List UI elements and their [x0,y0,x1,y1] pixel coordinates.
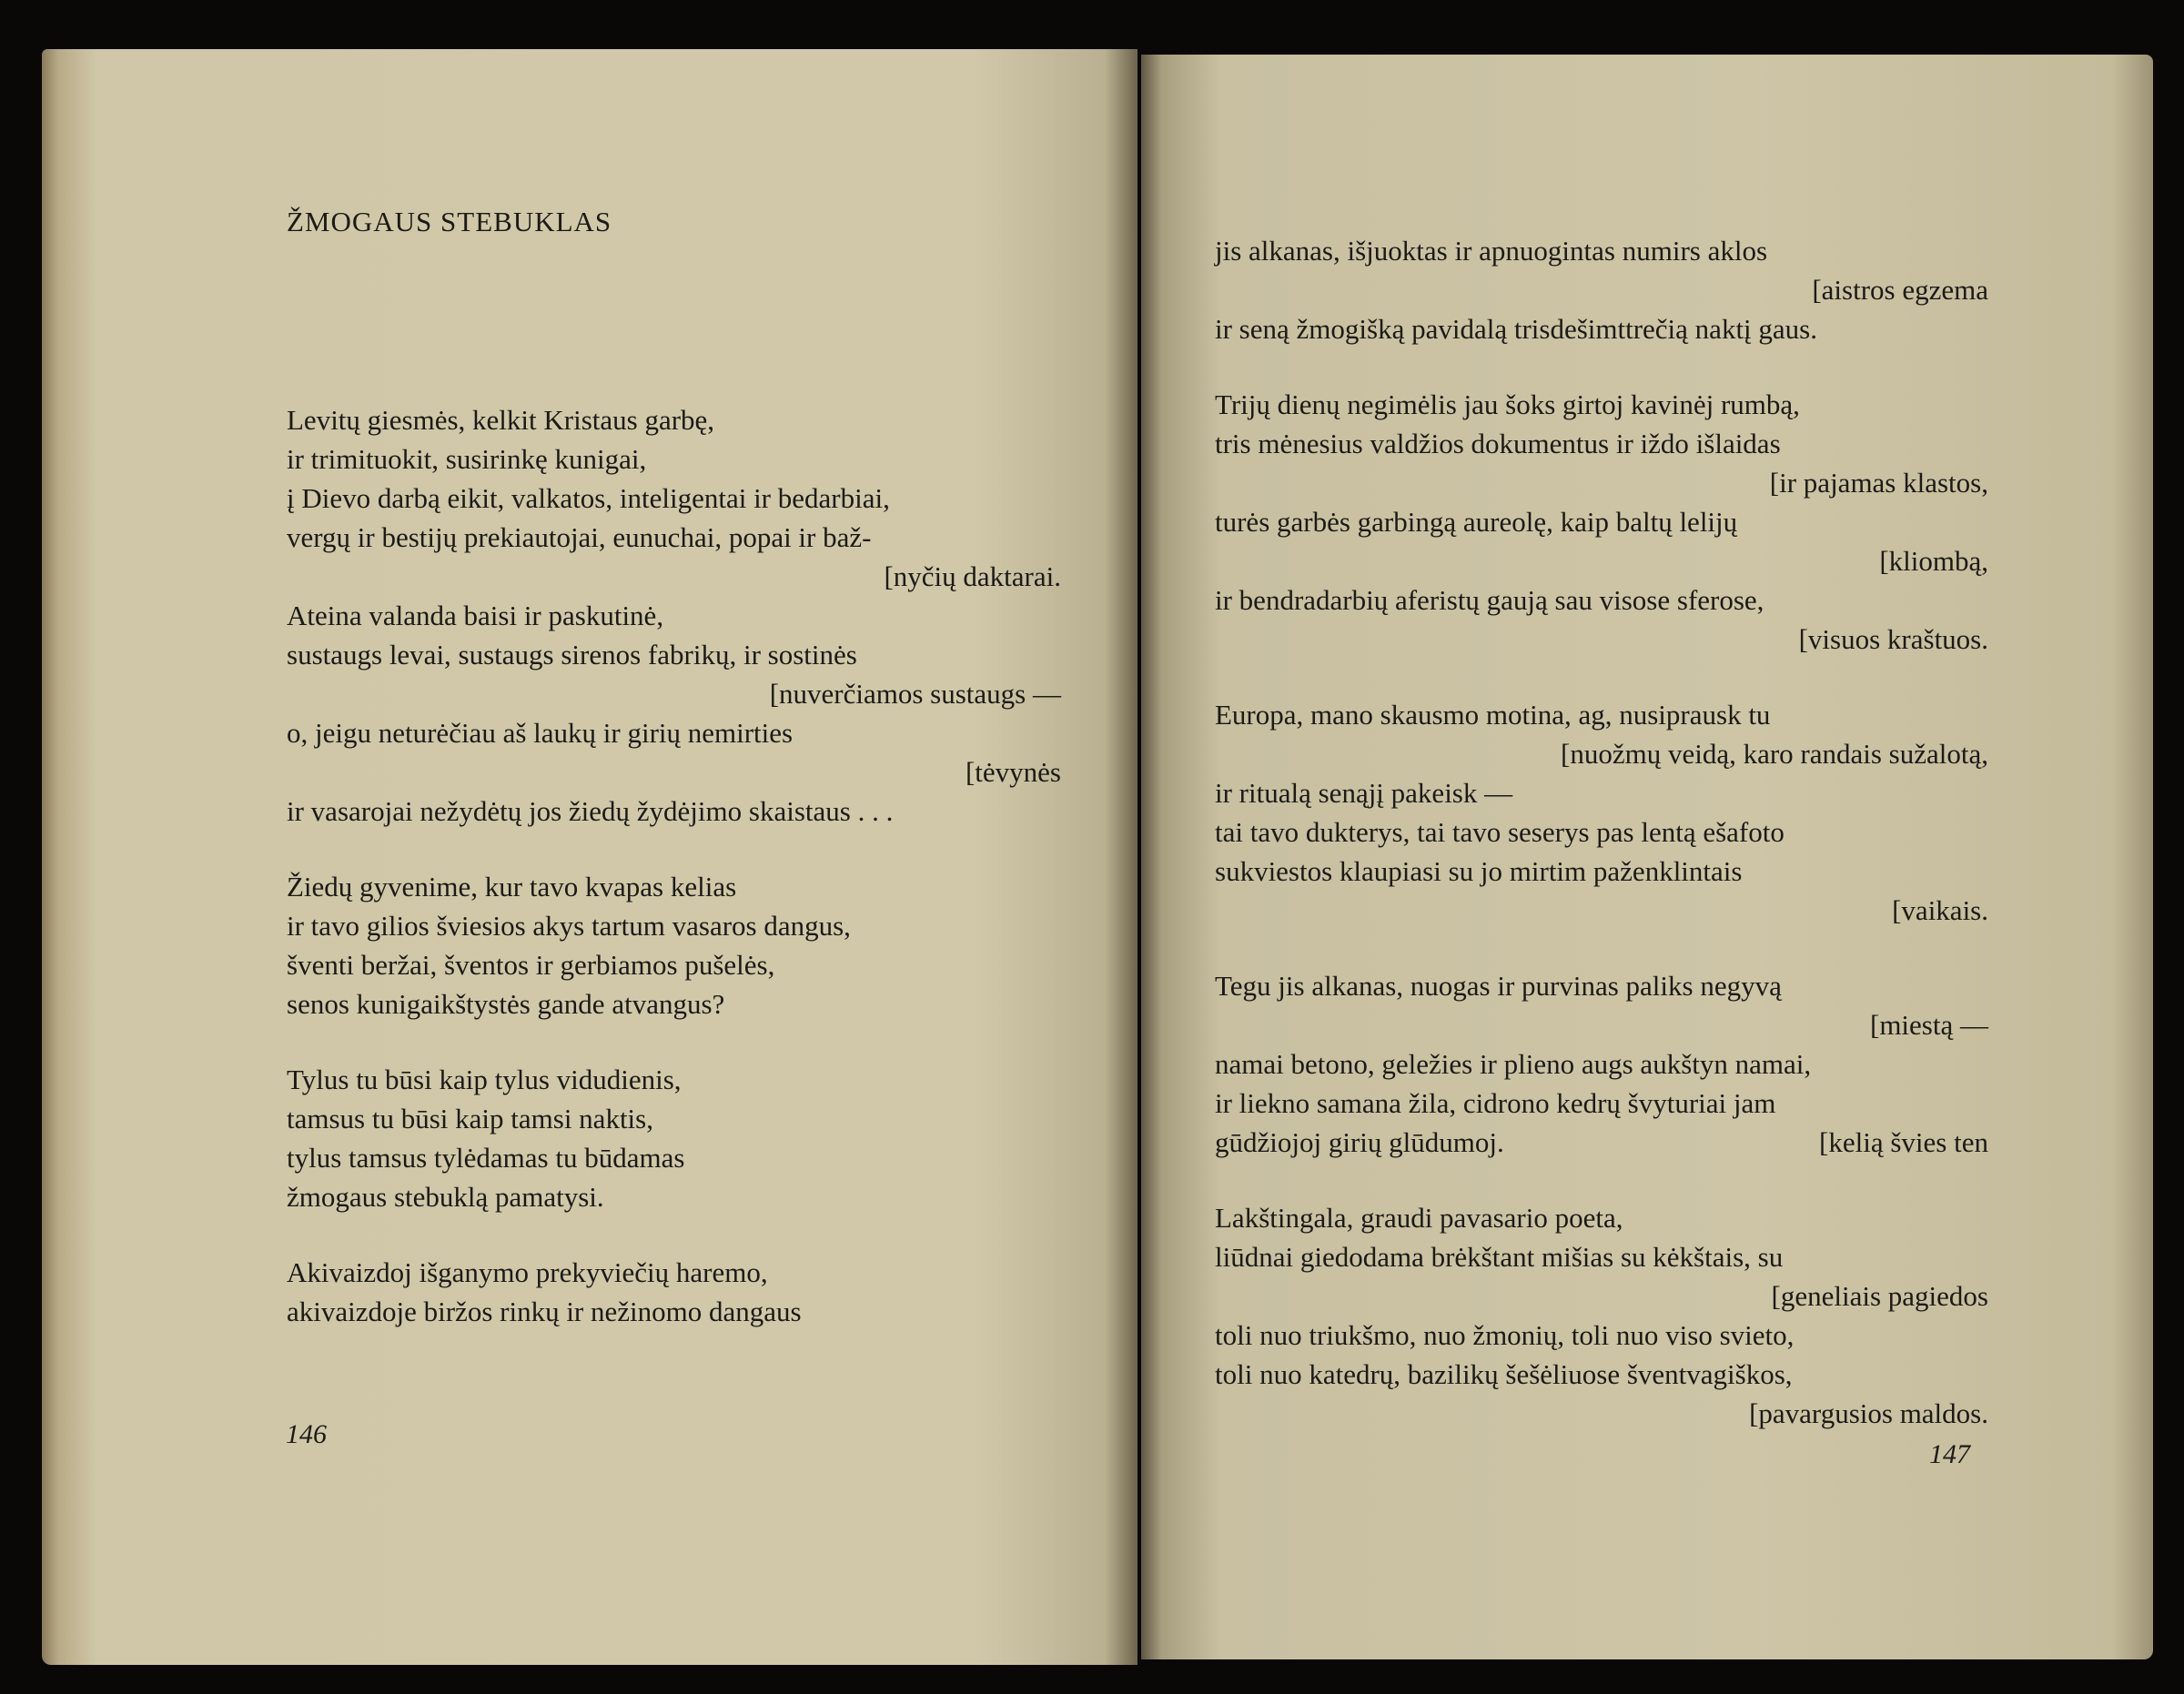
poem-line-continuation: [miestą — [1870,1009,1988,1041]
right-page-poem [1215,231,1988,1469]
poem-line: sustaugs levai, sustaugs sirenos fabrikų, ir sostinės [287,639,857,671]
poem-line-continuation: [tėvynės [965,756,1061,788]
poem-line: Trijų dienų negimėlis jau šoks girtoj kavinėj rumbą, [1215,388,1800,420]
poem-line-part: [kelią švies ten [1819,1126,1988,1158]
poem-line-continuation: [visuos kraštuos. [1798,623,1988,655]
poem-line: tamsus tu būsi kaip tamsi naktis, [287,1103,653,1134]
poem-line: sukviestos klaupiasi su jo mirtim paženklintais [1215,855,1743,887]
poem-line: Lakštingala, graudi pavasario poeta, [1215,1202,1623,1234]
poem-line-continuation: [pavargusios maldos. [1749,1397,1988,1429]
poem-line: Žiedų gyvenime, kur tavo kvapas kelias [287,871,737,902]
poem-line: ir tavo gilios šviesios akys tartum vasaros dangus, [287,910,851,942]
poem-line: ir ritualą senąjį pakeisk — [1215,777,1513,809]
poem-line-part: gūdžiojoj girių glūdumoj. [1215,1126,1504,1158]
stanza [287,1060,1061,1216]
poem-line: Europa, mano skausmo motina, ag, nusiprausk tu [1215,699,1771,731]
poem-line-continuation: [vaikais. [1892,894,1988,926]
poem-line: ir trimituokit, susirinkę kunigai, [287,443,647,475]
poem-line: Levitų giesmės, kelkit Kristaus garbę, [287,404,715,436]
poem-line: Tylus tu būsi kaip tylus vidudienis, [287,1064,682,1095]
poem-line: ir liekno samana žila, cidrono kedrų švyturiai jam [1215,1087,1776,1119]
stanza [1215,231,1988,348]
stanza [1215,966,1988,1162]
poem-line-continuation: [ir pajamas klastos, [1769,467,1988,499]
poem-line: turės garbės garbingą aureolę, kaip baltų lelijų [1215,506,1738,538]
poem-line: tylus tamsus tylėdamas tu būdamas [287,1142,685,1174]
poem-line: žmogaus stebuklą pamatysi. [287,1181,604,1213]
poem-line-continuation: [nuožmų veidą, karo randais sužalotą, [1561,738,1988,770]
poem-line-continuation: [kliombą, [1879,545,1988,577]
poem-line-continuation: [aistros egzema [1812,274,1988,306]
poem-line: tai tavo dukterys, tai tavo seserys pas lentą ešafoto [1215,816,1785,848]
poem-line-continuation: [nyčių daktarai. [884,560,1061,592]
poem-line [1215,1123,1988,1162]
poem-line: į Dievo darbą eikit, valkatos, inteligentai ir bedarbiai, [287,482,890,514]
poem-line: tris mėnesius valdžios dokumentus ir iždo išlaidas [1215,428,1781,459]
poem-line-continuation: [geneliais pagiedos [1771,1280,1988,1312]
poem-title: ŽMOGAUS STEBUKLAS [287,206,612,237]
left-page-poem [287,400,1061,1367]
poem-line: toli nuo katedrų, bazilikų šešėliuose šventvagiškos, [1215,1358,1793,1390]
stanza [1215,1198,1988,1433]
poem-line: senos kunigaikštystės gande atvangus? [287,988,725,1020]
stanza [1215,385,1988,659]
poem-line-continuation: [nuverčiamos sustaugs — [769,678,1061,710]
poem-line: ir vasarojai nežydėtų jos žiedų žydėjimo skaistaus . . . [287,795,894,827]
page-number-left: 146 [286,1419,327,1449]
poem-line: liūdnai giedodama brėkštant mišias su kėkštais, su [1215,1241,1784,1273]
stanza [287,1253,1061,1331]
poem-line: o, jeigu neturėčiau aš laukų ir girių nemirties [287,717,794,749]
poem-line: ir bendradarbių aferistų gaują sau visose sferose, [1215,584,1764,616]
poem-line: šventi beržai, šventos ir gerbiamos pušelės, [287,949,775,981]
poem-line: ir seną žmogišką pavidalą trisdešimttrečią naktį gaus. [1215,313,1817,345]
poem-line: namai betono, geležies ir plieno augs aukštyn namai, [1215,1048,1812,1080]
poem-line: jis alkanas, išjuoktas ir apnuogintas numirs aklos [1215,235,1768,267]
poem-line: Tegu jis alkanas, nuogas ir purvinas paliks negyvą [1215,970,1782,1002]
stanza [287,867,1061,1023]
poem-line: toli nuo triukšmo, nuo žmonių, toli nuo viso svieto, [1215,1319,1795,1351]
poem-line: vergų ir bestijų prekiautojai, eunuchai, popai ir baž- [287,521,872,553]
stanza [1215,695,1988,930]
poem-line: akivaizdoje biržos rinkų ir nežinomo dangaus [287,1296,802,1327]
poem-line: Akivaizdoj išganymo prekyviečių haremo, [287,1256,768,1288]
stanza [287,400,1061,831]
page-number-right: 147 [1929,1439,1970,1469]
poem-line: Ateina valanda baisi ir paskutinė, [287,600,664,631]
